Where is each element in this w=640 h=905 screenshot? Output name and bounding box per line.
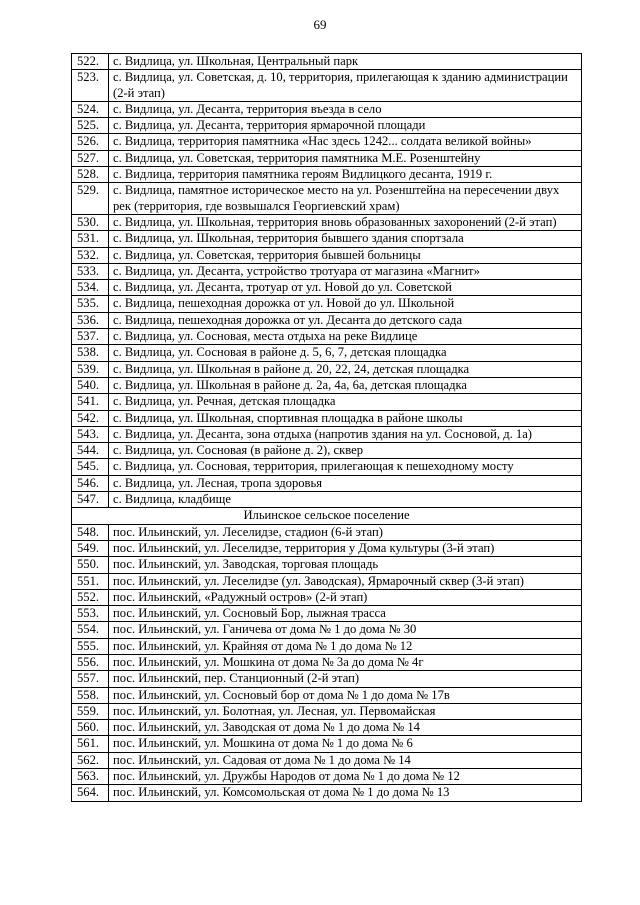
table-row — [72, 361, 582, 377]
row-number: 535. — [72, 296, 109, 312]
table-row — [72, 280, 582, 296]
row-number: 562. — [72, 752, 109, 768]
table-row — [72, 167, 582, 183]
table-row — [72, 475, 582, 491]
row-address: с. Видлица, ул. Школьная, Центральный парк — [109, 54, 582, 70]
row-number: 563. — [72, 769, 109, 785]
row-address: с. Видлица, ул. Сосновая (в районе д. 2), сквер — [109, 443, 582, 459]
row-address: с. Видлица, ул. Десанта, устройство тротуара от магазина «Магнит» — [109, 263, 582, 279]
table-row — [72, 492, 582, 508]
row-address: с. Видлица, ул. Сосновая, территория, прилегающая к пешеходному мосту — [109, 459, 582, 475]
row-address: с. Видлица, ул. Сосновая, места отдыха на реке Видлице — [109, 329, 582, 345]
row-number: 553. — [72, 606, 109, 622]
row-address: пос. Ильинский, ул. Ганичева от дома № 1 до дома № 30 — [109, 622, 582, 638]
row-address: пос. Ильинский, ул. Комсомольская от дома № 1 до дома № 13 — [109, 785, 582, 801]
row-address: пос. Ильинский, ул. Леселидзе, стадион (6-й этап) — [109, 524, 582, 540]
row-address: с. Видлица, ул. Лесная, тропа здоровья — [109, 475, 582, 491]
table-row — [72, 70, 582, 102]
row-number: 545. — [72, 459, 109, 475]
table-row — [72, 329, 582, 345]
table-row — [72, 573, 582, 589]
table-row — [72, 263, 582, 279]
row-number: 534. — [72, 280, 109, 296]
table-row — [72, 589, 582, 605]
row-number: 530. — [72, 214, 109, 230]
row-address: пос. Ильинский, ул. Садовая от дома № 1 до дома № 14 — [109, 752, 582, 768]
table-row — [72, 118, 582, 134]
row-number: 564. — [72, 785, 109, 801]
row-number: 532. — [72, 247, 109, 263]
table-row — [72, 443, 582, 459]
row-address: пос. Ильинский, ул. Болотная, ул. Лесная, ул. Первомайская — [109, 703, 582, 719]
row-number: 522. — [72, 54, 109, 70]
table-row — [72, 752, 582, 768]
table-row — [72, 54, 582, 70]
row-number: 524. — [72, 101, 109, 117]
row-number: 523. — [72, 70, 109, 102]
row-address: с. Видлица, ул. Школьная, территория бывшего здания спортзала — [109, 231, 582, 247]
row-number: 529. — [72, 183, 109, 215]
table-row — [72, 687, 582, 703]
row-address: с. Видлица, ул. Школьная в районе д. 20, 22, 24, детская площадка — [109, 361, 582, 377]
row-number: 554. — [72, 622, 109, 638]
row-number: 552. — [72, 589, 109, 605]
table-row — [72, 557, 582, 573]
row-address: пос. Ильинский, пер. Станционный (2-й этап) — [109, 671, 582, 687]
table-row — [72, 410, 582, 426]
row-address: с. Видлица, ул. Школьная, спортивная площадка в районе школы — [109, 410, 582, 426]
row-address: с. Видлица, ул. Десанта, тротуар от ул. Новой до ул. Советской — [109, 280, 582, 296]
section-title: Ильинское сельское поселение — [72, 508, 582, 524]
table-row — [72, 720, 582, 736]
row-address: пос. Ильинский, ул. Заводская, торговая площадь — [109, 557, 582, 573]
row-address: пос. Ильинский, ул. Сосновый Бор, лыжная трасса — [109, 606, 582, 622]
table-row — [72, 247, 582, 263]
row-address: пос. Ильинский, ул. Заводская от дома № 1 до дома № 14 — [109, 720, 582, 736]
row-number: 548. — [72, 524, 109, 540]
row-address: с. Видлица, пешеходная дорожка от ул. Десанта до детского сада — [109, 312, 582, 328]
table-row — [72, 524, 582, 540]
table-row — [72, 622, 582, 638]
row-address: с. Видлица, пешеходная дорожка от ул. Новой до ул. Школьной — [109, 296, 582, 312]
row-number: 539. — [72, 361, 109, 377]
row-address: с. Видлица, памятное историческое место на ул. Розенштейна на пересечении двух рек (территория, где возвышался Георгиевский храм) — [109, 183, 582, 215]
row-number: 536. — [72, 312, 109, 328]
row-address: с. Видлица, ул. Школьная в районе д. 2а, 4а, 6а, детская площадка — [109, 377, 582, 393]
table-row — [72, 231, 582, 247]
row-address: с. Видлица, ул. Десанта, зона отдыха (напротив здания на ул. Сосновой, д. 1а) — [109, 426, 582, 442]
table-row — [72, 183, 582, 215]
row-address: с. Видлица, ул. Советская, д. 10, территория, прилегающая к зданию администрации (2-й этап) — [109, 70, 582, 102]
table-row — [72, 345, 582, 361]
table-row — [72, 214, 582, 230]
table-row — [72, 654, 582, 670]
row-address: пос. Ильинский, ул. Мошкина от дома № 3а до дома № 4г — [109, 654, 582, 670]
row-number: 540. — [72, 377, 109, 393]
table-row — [72, 769, 582, 785]
row-number: 526. — [72, 134, 109, 150]
table-row — [72, 638, 582, 654]
row-number: 527. — [72, 150, 109, 166]
table-row — [72, 606, 582, 622]
row-address: с. Видлица, ул. Советская, территория памятника М.Е. Розенштейну — [109, 150, 582, 166]
row-address: пос. Ильинский, ул. Дружбы Народов от дома № 1 до дома № 12 — [109, 769, 582, 785]
table-row — [72, 377, 582, 393]
row-number: 538. — [72, 345, 109, 361]
table-row — [72, 785, 582, 801]
row-address: с. Видлица, ул. Десанта, территория ярмарочной площади — [109, 118, 582, 134]
row-address: пос. Ильинский, ул. Леселидзе, территория у Дома культуры (3-й этап) — [109, 540, 582, 556]
row-number: 546. — [72, 475, 109, 491]
row-number: 525. — [72, 118, 109, 134]
row-address: пос. Ильинский, ул. Леселидзе (ул. Заводская), Ярмарочный сквер (3-й этап) — [109, 573, 582, 589]
table-row — [72, 703, 582, 719]
row-number: 557. — [72, 671, 109, 687]
places-table — [71, 53, 582, 802]
table-row — [72, 134, 582, 150]
table-row — [72, 296, 582, 312]
row-number: 544. — [72, 443, 109, 459]
row-number: 550. — [72, 557, 109, 573]
row-address: с. Видлица, ул. Сосновая в районе д. 5, 6, 7, детская площадка — [109, 345, 582, 361]
row-address: пос. Ильинский, ул. Сосновый бор от дома № 1 до дома № 17в — [109, 687, 582, 703]
table-row — [72, 540, 582, 556]
table-body-ilinskoe — [72, 524, 582, 801]
table-body-vidlitsa — [72, 54, 582, 508]
row-number: 541. — [72, 394, 109, 410]
row-number: 555. — [72, 638, 109, 654]
row-number: 549. — [72, 540, 109, 556]
row-address: с. Видлица, кладбище — [109, 492, 582, 508]
row-number: 531. — [72, 231, 109, 247]
page-number: 69 — [313, 17, 327, 32]
row-number: 533. — [72, 263, 109, 279]
row-number: 556. — [72, 654, 109, 670]
table-row — [72, 426, 582, 442]
table-row — [72, 459, 582, 475]
row-number: 528. — [72, 167, 109, 183]
row-number: 559. — [72, 703, 109, 719]
row-number: 558. — [72, 687, 109, 703]
table-row — [72, 671, 582, 687]
row-number: 537. — [72, 329, 109, 345]
row-number: 547. — [72, 492, 109, 508]
table-row — [72, 312, 582, 328]
row-number: 560. — [72, 720, 109, 736]
table-row — [72, 101, 582, 117]
row-address: пос. Ильинский, ул. Крайняя от дома № 1 до дома № 12 — [109, 638, 582, 654]
table-row — [72, 150, 582, 166]
row-number: 543. — [72, 426, 109, 442]
table-section — [72, 508, 582, 524]
row-address: с. Видлица, ул. Школьная, территория вновь образованных захоронений (2-й этап) — [109, 214, 582, 230]
row-address: с. Видлица, территория памятника «Нас здесь 1242... солдата великой войны» — [109, 134, 582, 150]
table-row — [72, 394, 582, 410]
section-row — [72, 508, 582, 524]
row-number: 551. — [72, 573, 109, 589]
row-address: пос. Ильинский, ул. Мошкина от дома № 1 до дома № 6 — [109, 736, 582, 752]
row-address: с. Видлица, ул. Речная, детская площадка — [109, 394, 582, 410]
table-row — [72, 736, 582, 752]
row-number: 542. — [72, 410, 109, 426]
row-address: с. Видлица, территория памятника героям Видлицкого десанта, 1919 г. — [109, 167, 582, 183]
row-number: 561. — [72, 736, 109, 752]
row-address: пос. Ильинский, «Радужный остров» (2-й этап) — [109, 589, 582, 605]
row-address: с. Видлица, ул. Десанта, территория въезда в село — [109, 101, 582, 117]
row-address: с. Видлица, ул. Советская, территория бывшей больницы — [109, 247, 582, 263]
